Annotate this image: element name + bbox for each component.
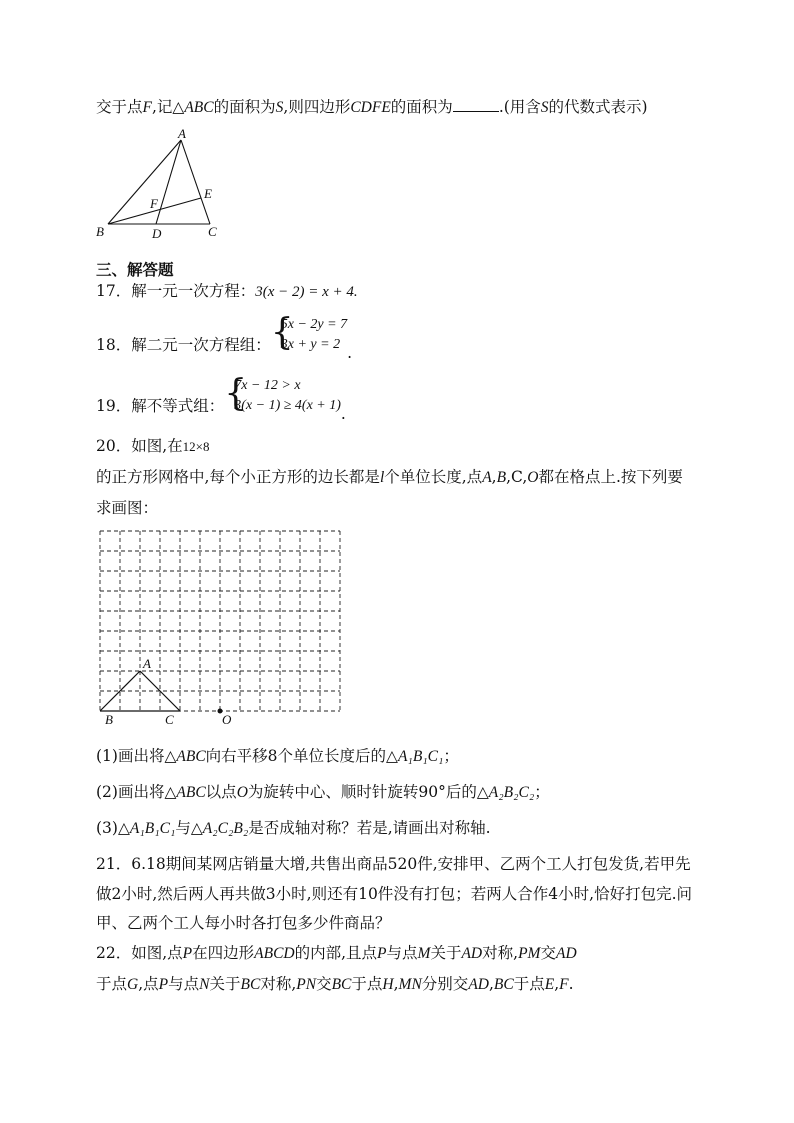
- q20-text: ,: [522, 468, 528, 486]
- q20-var: O: [236, 784, 248, 801]
- q16-text: 的面积为: [390, 98, 453, 116]
- q21-line3: 甲、乙两个工人每小时各打包多少件商品？: [96, 914, 391, 932]
- grid-label-a: A: [143, 656, 151, 671]
- q22-var: P: [182, 945, 193, 962]
- q20-var: A₂B₂C₂: [488, 784, 535, 801]
- q16-var: S: [540, 99, 549, 116]
- q18-system: [270, 312, 348, 355]
- q22-text: 对称,: [482, 944, 519, 962]
- segment-ad: [156, 140, 181, 224]
- q22-text: ,点: [138, 975, 159, 993]
- q16-tail-line: [96, 96, 648, 119]
- edge-ab: [108, 140, 181, 224]
- q16-var: ABC: [184, 99, 214, 116]
- q20-text: 都在格点上.按下列要: [538, 468, 683, 486]
- q22-var: BC: [331, 976, 352, 993]
- q20-text: ,: [491, 468, 497, 486]
- brace-icon: {: [270, 312, 294, 353]
- label-b: B: [96, 224, 104, 239]
- q22-var: M: [417, 945, 431, 962]
- q22-text: .: [568, 975, 574, 993]
- q18-text: 解二元一次方程组：: [131, 336, 271, 354]
- q20-var: C: [511, 468, 523, 486]
- q20-var: A₁B₁C₁: [397, 748, 444, 765]
- q20-text: 20．如图,在: [96, 437, 183, 455]
- q22-var: MN: [398, 976, 422, 993]
- q19-ineq2: 3(x − 1) ≥ 4(x + 1): [234, 398, 341, 413]
- q22-text: 于点: [351, 975, 383, 993]
- q22-var: BC: [493, 976, 514, 993]
- q22-var: F: [559, 976, 569, 993]
- q22-var: P: [158, 976, 169, 993]
- triangle-figure: [92, 126, 232, 242]
- q20-text: (2)画出将△: [96, 783, 177, 801]
- q20-line2: [96, 466, 683, 489]
- q20-text: ,: [506, 468, 511, 486]
- q21-line1: 21．6.18期间某网店销量大增,共售出商品520件,安排甲、乙两个工人打包发货,若甲先: [96, 855, 691, 873]
- q17-equation: 3(x − 2) = x + 4.: [255, 284, 358, 300]
- q22-text: 交: [316, 975, 332, 993]
- q19-ineq1: 7x − 12 > x: [234, 378, 301, 393]
- q19: [96, 373, 346, 427]
- grid-label-c: C: [165, 712, 174, 727]
- answer-blank[interactable]: [453, 97, 499, 112]
- q18-tail: .: [347, 344, 353, 362]
- label-a: A: [178, 126, 186, 141]
- q22-text: 对称,: [260, 975, 297, 993]
- q21-line2: 做2小时,然后两人再共做3小时,则还有10件没有打包；若两人合作4小时,恰好打包完.问: [96, 885, 693, 903]
- q16-var: F: [142, 99, 152, 116]
- q19-tail: .: [340, 405, 346, 423]
- q22-var: ABCD: [254, 945, 295, 962]
- q22-text: 的内部,且点: [294, 944, 378, 962]
- q22-text: 与点: [168, 975, 200, 993]
- q20-text: 与△: [175, 819, 203, 837]
- q20-text: ；: [534, 783, 550, 801]
- q16-var: CDFE: [350, 99, 391, 116]
- q20-text: 为旋转中心、顺时针旋转90°后的△: [247, 783, 489, 801]
- q16-text: ,记△: [151, 98, 185, 116]
- q20-var: ABC: [176, 784, 206, 801]
- q22-text: 22．如图,点: [96, 944, 183, 962]
- q16-text: 的面积为: [213, 98, 276, 116]
- q22-text: ,: [554, 975, 560, 993]
- q19-system: [224, 373, 341, 416]
- q20-part2: [96, 781, 550, 804]
- q20-part1: [96, 745, 459, 768]
- label-e: E: [204, 186, 212, 201]
- grid-label-o: O: [222, 712, 232, 727]
- q20-part3: [96, 817, 491, 840]
- q17-text: 解一元一次方程：: [131, 282, 256, 300]
- q20-line1: [96, 435, 210, 458]
- q20-var: O: [527, 469, 539, 486]
- brace-icon: {: [224, 373, 248, 414]
- q22-text: 交: [540, 944, 556, 962]
- q22-var: AD: [468, 976, 489, 993]
- q22-var: G: [127, 976, 139, 993]
- q22-line1: [96, 942, 577, 965]
- q22-text: 于点: [513, 975, 545, 993]
- q22-var: N: [199, 976, 210, 993]
- q16-text: 的代数式表示): [548, 98, 648, 116]
- q20-text: (3)△: [96, 819, 130, 837]
- grid-figure: [92, 524, 348, 738]
- section-title: 三、解答题: [96, 261, 174, 279]
- q20-text: (1)画出将△: [96, 747, 177, 765]
- label-c: C: [208, 224, 217, 239]
- q22-var: PM: [518, 945, 541, 962]
- q20-var: ABC: [176, 748, 206, 765]
- q18-eq2: 3x + y = 2: [280, 337, 341, 352]
- q22-var: BC: [240, 976, 261, 993]
- q22-line2: [96, 973, 574, 996]
- q20-grid-size: 12×8: [182, 439, 210, 454]
- q20-line3: 求画图：: [96, 499, 159, 517]
- edge-ab: [100, 671, 140, 711]
- q22-text: 关于: [430, 944, 462, 962]
- q16-text: 交于点: [96, 98, 143, 116]
- q22-text: 分别交: [421, 975, 469, 993]
- q22-var: E: [544, 976, 555, 993]
- q20-var: l: [379, 469, 385, 486]
- q18-eq1: 5x − 2y = 7: [280, 317, 348, 332]
- q22-text: 在四边形: [192, 944, 255, 962]
- q20-text: 向右平移8个单位长度后的△: [205, 747, 398, 765]
- q20-var: A₁B₁C₁: [129, 820, 176, 837]
- q22-var: H: [382, 976, 394, 993]
- q20-text: 以点: [205, 783, 237, 801]
- q16-text: .(用含: [498, 98, 541, 116]
- q18: [96, 312, 353, 366]
- q22-var: P: [377, 945, 387, 962]
- q22-text: 关于: [209, 975, 241, 993]
- q16-text: ,则四边形: [283, 98, 351, 116]
- q20-text: 个单位长度,点: [384, 468, 483, 486]
- q22-var: PN: [296, 976, 317, 993]
- q20-text: 的正方形网格中,每个小正方形的边长都是: [96, 468, 380, 486]
- label-d: D: [152, 226, 162, 241]
- q22-var: AD: [461, 945, 483, 962]
- q22-text: ,: [393, 975, 399, 993]
- q20-var: A₂C₂B₂: [202, 820, 249, 837]
- label-f: F: [150, 196, 158, 211]
- q22-text: 于点: [96, 975, 128, 993]
- q20-var: A: [482, 469, 492, 486]
- q17: [96, 280, 358, 303]
- q16-var: S: [275, 99, 284, 116]
- q17-number: 17．: [96, 282, 132, 300]
- q20-var: B: [496, 469, 507, 486]
- edge-ac: [181, 140, 210, 224]
- q18-number: 18．: [96, 336, 132, 354]
- q22-var: AD: [555, 945, 577, 962]
- grid-label-b: B: [105, 712, 113, 727]
- q19-number: 19．: [96, 397, 132, 415]
- q22-text: 与点: [386, 944, 418, 962]
- q20-text: 是否成轴对称？若是,请画出对称轴.: [248, 819, 491, 837]
- q22-text: ,: [488, 975, 494, 993]
- q20-text: ；: [443, 747, 459, 765]
- q19-text: 解不等式组：: [131, 397, 225, 415]
